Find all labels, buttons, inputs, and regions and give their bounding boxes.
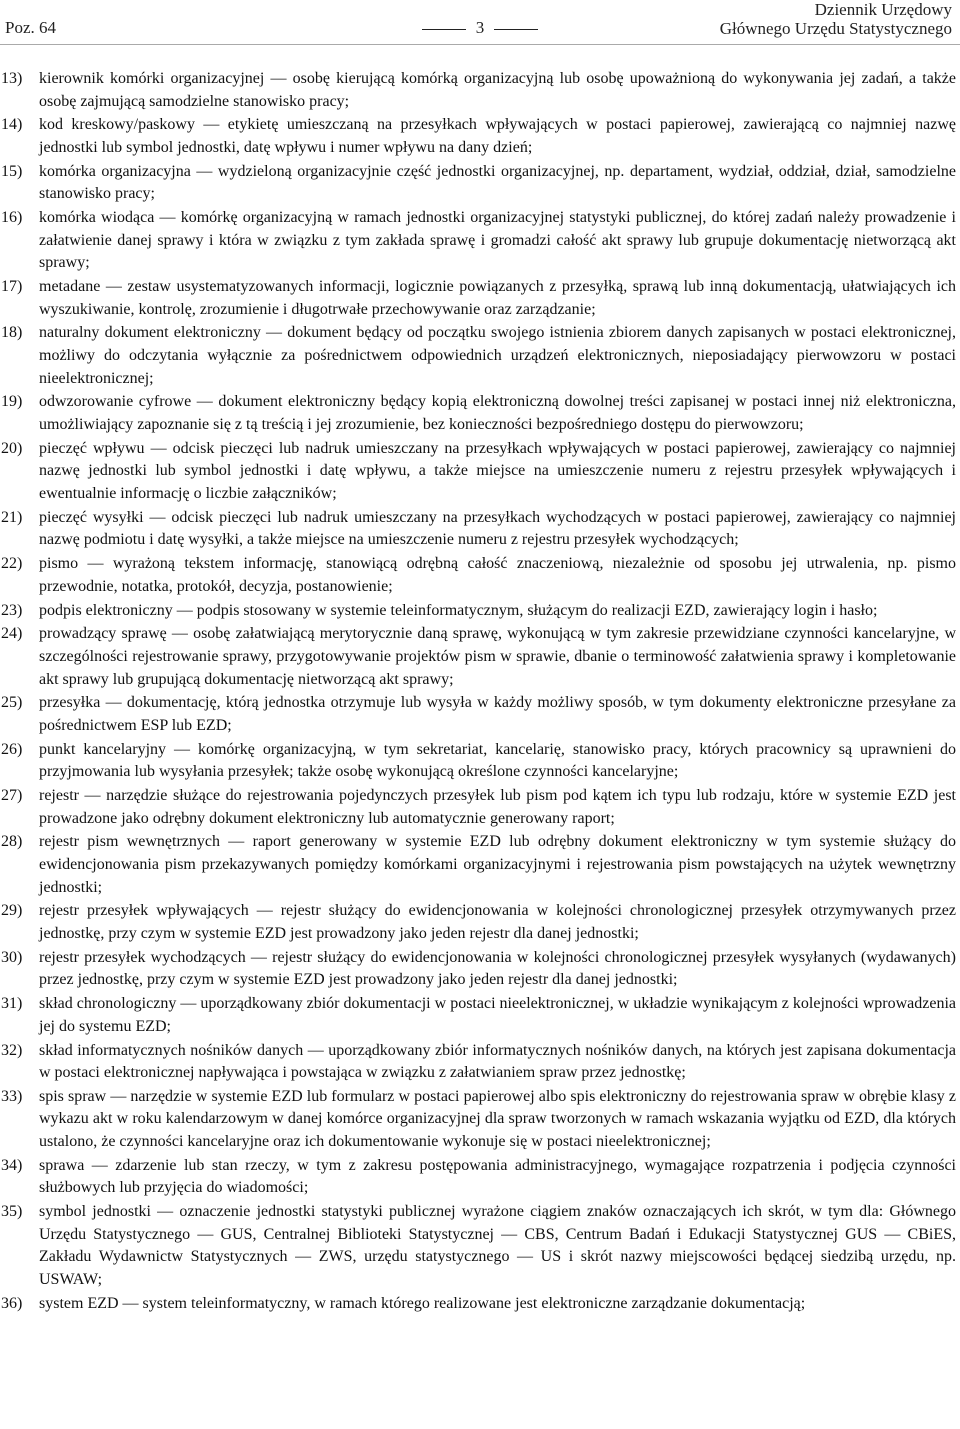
definition-number: 34): [1, 1156, 23, 1174]
definition-text: metadane — zestaw usystematyzowanych informacji, logicznie powiązanych z przesyłką, sprawą lub inną dokumentacją, ułatwiających ich wyszukiwanie, kontrolę, zrozumienie i długotrwałe przechowywanie oraz zarządzanie;: [39, 278, 956, 318]
header-divider: [0, 44, 960, 45]
definition-number: 20): [1, 439, 23, 457]
definition-item: [0, 438, 958, 506]
definition-number: 24): [1, 625, 23, 643]
definition-number: 28): [1, 833, 23, 851]
definition-text: rejestr — narzędzie służące do rejestrowania pojedynczych przesyłek lub pism pod kątem ich typu lub rodzaju, które w systemie EZD jest prowadzone jako odrębny dokument elektroniczny lub automatycznie generowany raport;: [39, 787, 956, 827]
definition-number: 22): [1, 555, 23, 573]
definition-item: [0, 207, 958, 275]
page-header: [0, 0, 960, 50]
definition-text: komórka wiodąca — komórkę organizacyjną w ramach jednostki organizacyjnej statystyki publicznej, do której zadań należy prowadzenie i załatwienie danej sprawy i która w związku z tym zakłada sprawę i gromadzi całość akt sprawy lub grupuje dokumentację nietworzącą akt sprawy;: [39, 209, 956, 272]
definition-item: [0, 507, 958, 552]
definition-number: 27): [1, 787, 23, 805]
definition-item: [0, 739, 958, 784]
definition-text: spis spraw — narzędzie w systemie EZD lub formularz w postaci papierowej albo spis elektroniczny do rejestrowania spraw w obrębie klasy z wykazu akt w roku kalendarzowym w danej komórce organizacyjnej dla spraw tworzonych w ramach wskazania wyjątku od EZD, dla których ustalono, że czynności kancelaryjne oraz ich dokumentowanie wykonuje się w postaci nieelektronicznej;: [39, 1087, 956, 1151]
definition-item: [0, 322, 958, 390]
definition-item: [0, 1155, 958, 1200]
definitions-list: [0, 68, 958, 1317]
journal-title-line1: Dziennik Urzędowy: [814, 0, 952, 19]
definition-number: 19): [1, 393, 23, 411]
definition-text: rejestr przesyłek wpływających — rejestr służący do ewidencjonowania w kolejności chronologicznej przesyłek otrzymywanych przez jednostkę, przy czym w systemie EZD jest prowadzony jako jeden rejestr dla danej jednostki;: [39, 902, 956, 942]
definition-text: naturalny dokument elektroniczny — dokument będący od początku swojego istnienia zbiorem danych zapisanych w postaci elektronicznej, możliwy do odczytania wyłącznie za pośrednictwem odpowiednich urządzeń elektronicznych, nieposiadający pierwowzoru w postaci nieelektronicznej;: [39, 324, 956, 387]
definition-text: odwzorowanie cyfrowe — dokument elektroniczny będący kopią elektroniczną dowolnej treści zapisanej w postaci innej niż elektroniczna, umożliwiający zapoznanie się z tą treścią i jej zrozumienie, bez konieczności bezpośredniego dostępu do pierwowzoru;: [39, 393, 956, 434]
page-number-dash-right: [494, 29, 538, 30]
definition-item: [0, 553, 958, 598]
definition-number: 29): [1, 902, 23, 920]
definition-item: [0, 391, 958, 436]
definition-item: [0, 68, 958, 113]
definition-number: 36): [1, 1294, 23, 1312]
definition-number: 26): [1, 740, 23, 758]
definition-text: rejestr pism wewnętrznych — raport generowany w systemie EZD lub odrębny dokument elektroniczny w tym systemie służący do ewidencjonowania pism przekazywanych pomiędzy komórkami organizacyjnymi i rejestrowania pism powstających na użytek wewnętrzny jednostki;: [39, 833, 956, 896]
definition-text: pismo — wyrażoną tekstem informację, stanowiącą odrębną całość znaczeniową, niezależnie od sposobu jej utrwalenia, np. pismo przewodnie, notatka, protokół, decyzja, postanowienie;: [39, 555, 956, 595]
definition-number: 25): [1, 694, 23, 712]
definition-item: [0, 831, 958, 899]
definition-text: podpis elektroniczny — podpis stosowany w systemie teleinformatycznym, służącym do realizacji EZD, zawierający login i hasło;: [39, 601, 878, 619]
definition-text: skład informatycznych nośników danych — uporządkowany zbiór informatycznych nośników danych, na których jest zapisana dokumentacja w postaci elektronicznej napływająca i powstająca w związku z załatwianiem spraw przez jednostkę;: [39, 1041, 956, 1082]
definition-item: [0, 900, 958, 945]
definition-number: 30): [1, 948, 23, 966]
definition-text: skład chronologiczny — uporządkowany zbiór dokumentacji w postaci nieelektronicznej, w układzie wynikającym z kolejności wprowadzenia jej do systemu EZD;: [39, 995, 956, 1035]
definition-item: [0, 600, 958, 623]
page-number-value: 3: [475, 18, 485, 37]
definition-number: 14): [1, 116, 23, 134]
definition-text: przesyłka — dokumentację, którą jednostka otrzymuje lub wysyła w każdy możliwy sposób, w tym dokumenty elektroniczne przesyłane za pośrednictwem ESP lub EZD;: [39, 694, 956, 734]
definition-number: 35): [1, 1203, 23, 1221]
definition-item: [0, 785, 958, 830]
journal-title-line2: Głównego Urzędu Statystycznego: [719, 19, 952, 38]
definition-number: 17): [1, 278, 23, 296]
definition-item: [0, 993, 958, 1038]
page-number-dash-left: [422, 29, 466, 30]
definition-text: prowadzący sprawę — osobę załatwiającą merytorycznie daną sprawę, wykonującą w tym zakresie przewidziane czynności kancelaryjne, w szczególności rejestrowanie sprawy, przygotowywanie projektów pism w sprawie, dbanie o terminowość załatwienia sprawy i kompletowanie akt sprawy lub grupującą dokumentację nietworzącą akt sprawy;: [39, 625, 956, 688]
definition-item: [0, 1201, 958, 1291]
page-number: [390, 18, 570, 38]
definition-item: [0, 947, 958, 992]
definition-text: punkt kancelaryjny — komórkę organizacyjną, w tym sekretariat, kancelarię, stanowisko pracy, których pracownicy są uprawnieni do przyjmowania lub wysyłania przesyłek; także osobę wykonującą określone czynności kancelaryjne;: [39, 740, 956, 781]
definition-number: 31): [1, 995, 23, 1013]
definition-number: 13): [1, 70, 23, 87]
position-number: Poz. 64: [5, 18, 56, 37]
definition-number: 18): [1, 324, 23, 342]
definition-text: kierownik komórki organizacyjnej — osobę kierującą komórką organizacyjną lub osobę upoważnioną do wykonywania jej zadań, a także osobę zajmującą samodzielne stanowisko pracy;: [39, 70, 956, 110]
definition-number: 33): [1, 1087, 23, 1105]
definition-item: [0, 692, 958, 737]
definition-item: [0, 623, 958, 691]
definition-text: kod kreskowy/paskowy — etykietę umieszczaną na przesyłkach wpływających w postaci papierowej, zawierającą co najmniej nazwę jednostki lub symbol jednostki, datę wpływu i numer wpływu na dany dzień;: [39, 116, 956, 156]
definition-text: pieczęć wpływu — odcisk pieczęci lub nadruk umieszczany na przesyłkach wpływających w postaci papierowej, zawierający co najmniej nazwę jednostki lub symbol jednostki i datę wpływu, a także miejsce na umieszczenie numeru z rejestru przesyłek wpływających i ewentualnie informację o liczbie załączników;: [39, 439, 956, 502]
definition-item: [0, 114, 958, 159]
definition-number: 15): [1, 162, 23, 180]
definition-number: 23): [1, 601, 23, 619]
definition-item: [0, 276, 958, 321]
definition-item: [0, 161, 958, 206]
definition-text: komórka organizacyjna — wydzieloną organizacyjnie część jednostki organizacyjnej, np. departament, wydział, oddział, dział, samodzielne stanowisko pracy;: [39, 162, 956, 203]
definition-text: system EZD — system teleinformatyczny, w ramach którego realizowane jest elektroniczne zarządzanie dokumentacją;: [39, 1294, 806, 1312]
definition-item: [0, 1086, 958, 1154]
definition-text: symbol jednostki — oznaczenie jednostki statystyki publicznej wyrażone ciągiem znaków oznaczających ich skrót, w tym dla: Głównego Urzędu Statystycznego — GUS, Centralnej Biblioteki Statystycznej — CBS, Centrum Badań i Edukacji Statystycznej GUS — CBiES, Zakładu Wydawnictw Statystycznych — ZWS, urzędu statystycznego — US i skrót nazwy miejscowości będącej siedzibą urzędu, np. USWAW;: [39, 1203, 956, 1288]
journal-title: [720, 0, 952, 38]
definition-text: sprawa — zdarzenie lub stan rzeczy, w tym z zakresu postępowania administracyjnego, wymagające rozpatrzenia i podjęcia czynności służbowych lub przyjęcia do wiadomości;: [39, 1156, 956, 1197]
definition-item: [0, 1040, 958, 1085]
definition-item: [0, 1293, 958, 1316]
definition-text: rejestr przesyłek wychodzących — rejestr służący do ewidencjonowania w kolejności chronologicznej przesyłek wysyłanych (wydawanych) przez jednostkę, przy czym w systemie EZD jest prowadzony jako jeden rejestr dla danej jednostki;: [39, 948, 956, 989]
definition-number: 32): [1, 1041, 23, 1059]
definition-text: pieczęć wysyłki — odcisk pieczęci lub nadruk umieszczany na przesyłkach wychodzących w postaci papierowej, zawierający co najmniej nazwę podmiotu i datę wysyłki, a także miejsce na umieszczenie numeru z rejestru przesyłek wychodzących;: [39, 508, 956, 549]
definition-number: 21): [1, 508, 23, 526]
definition-number: 16): [1, 209, 23, 227]
